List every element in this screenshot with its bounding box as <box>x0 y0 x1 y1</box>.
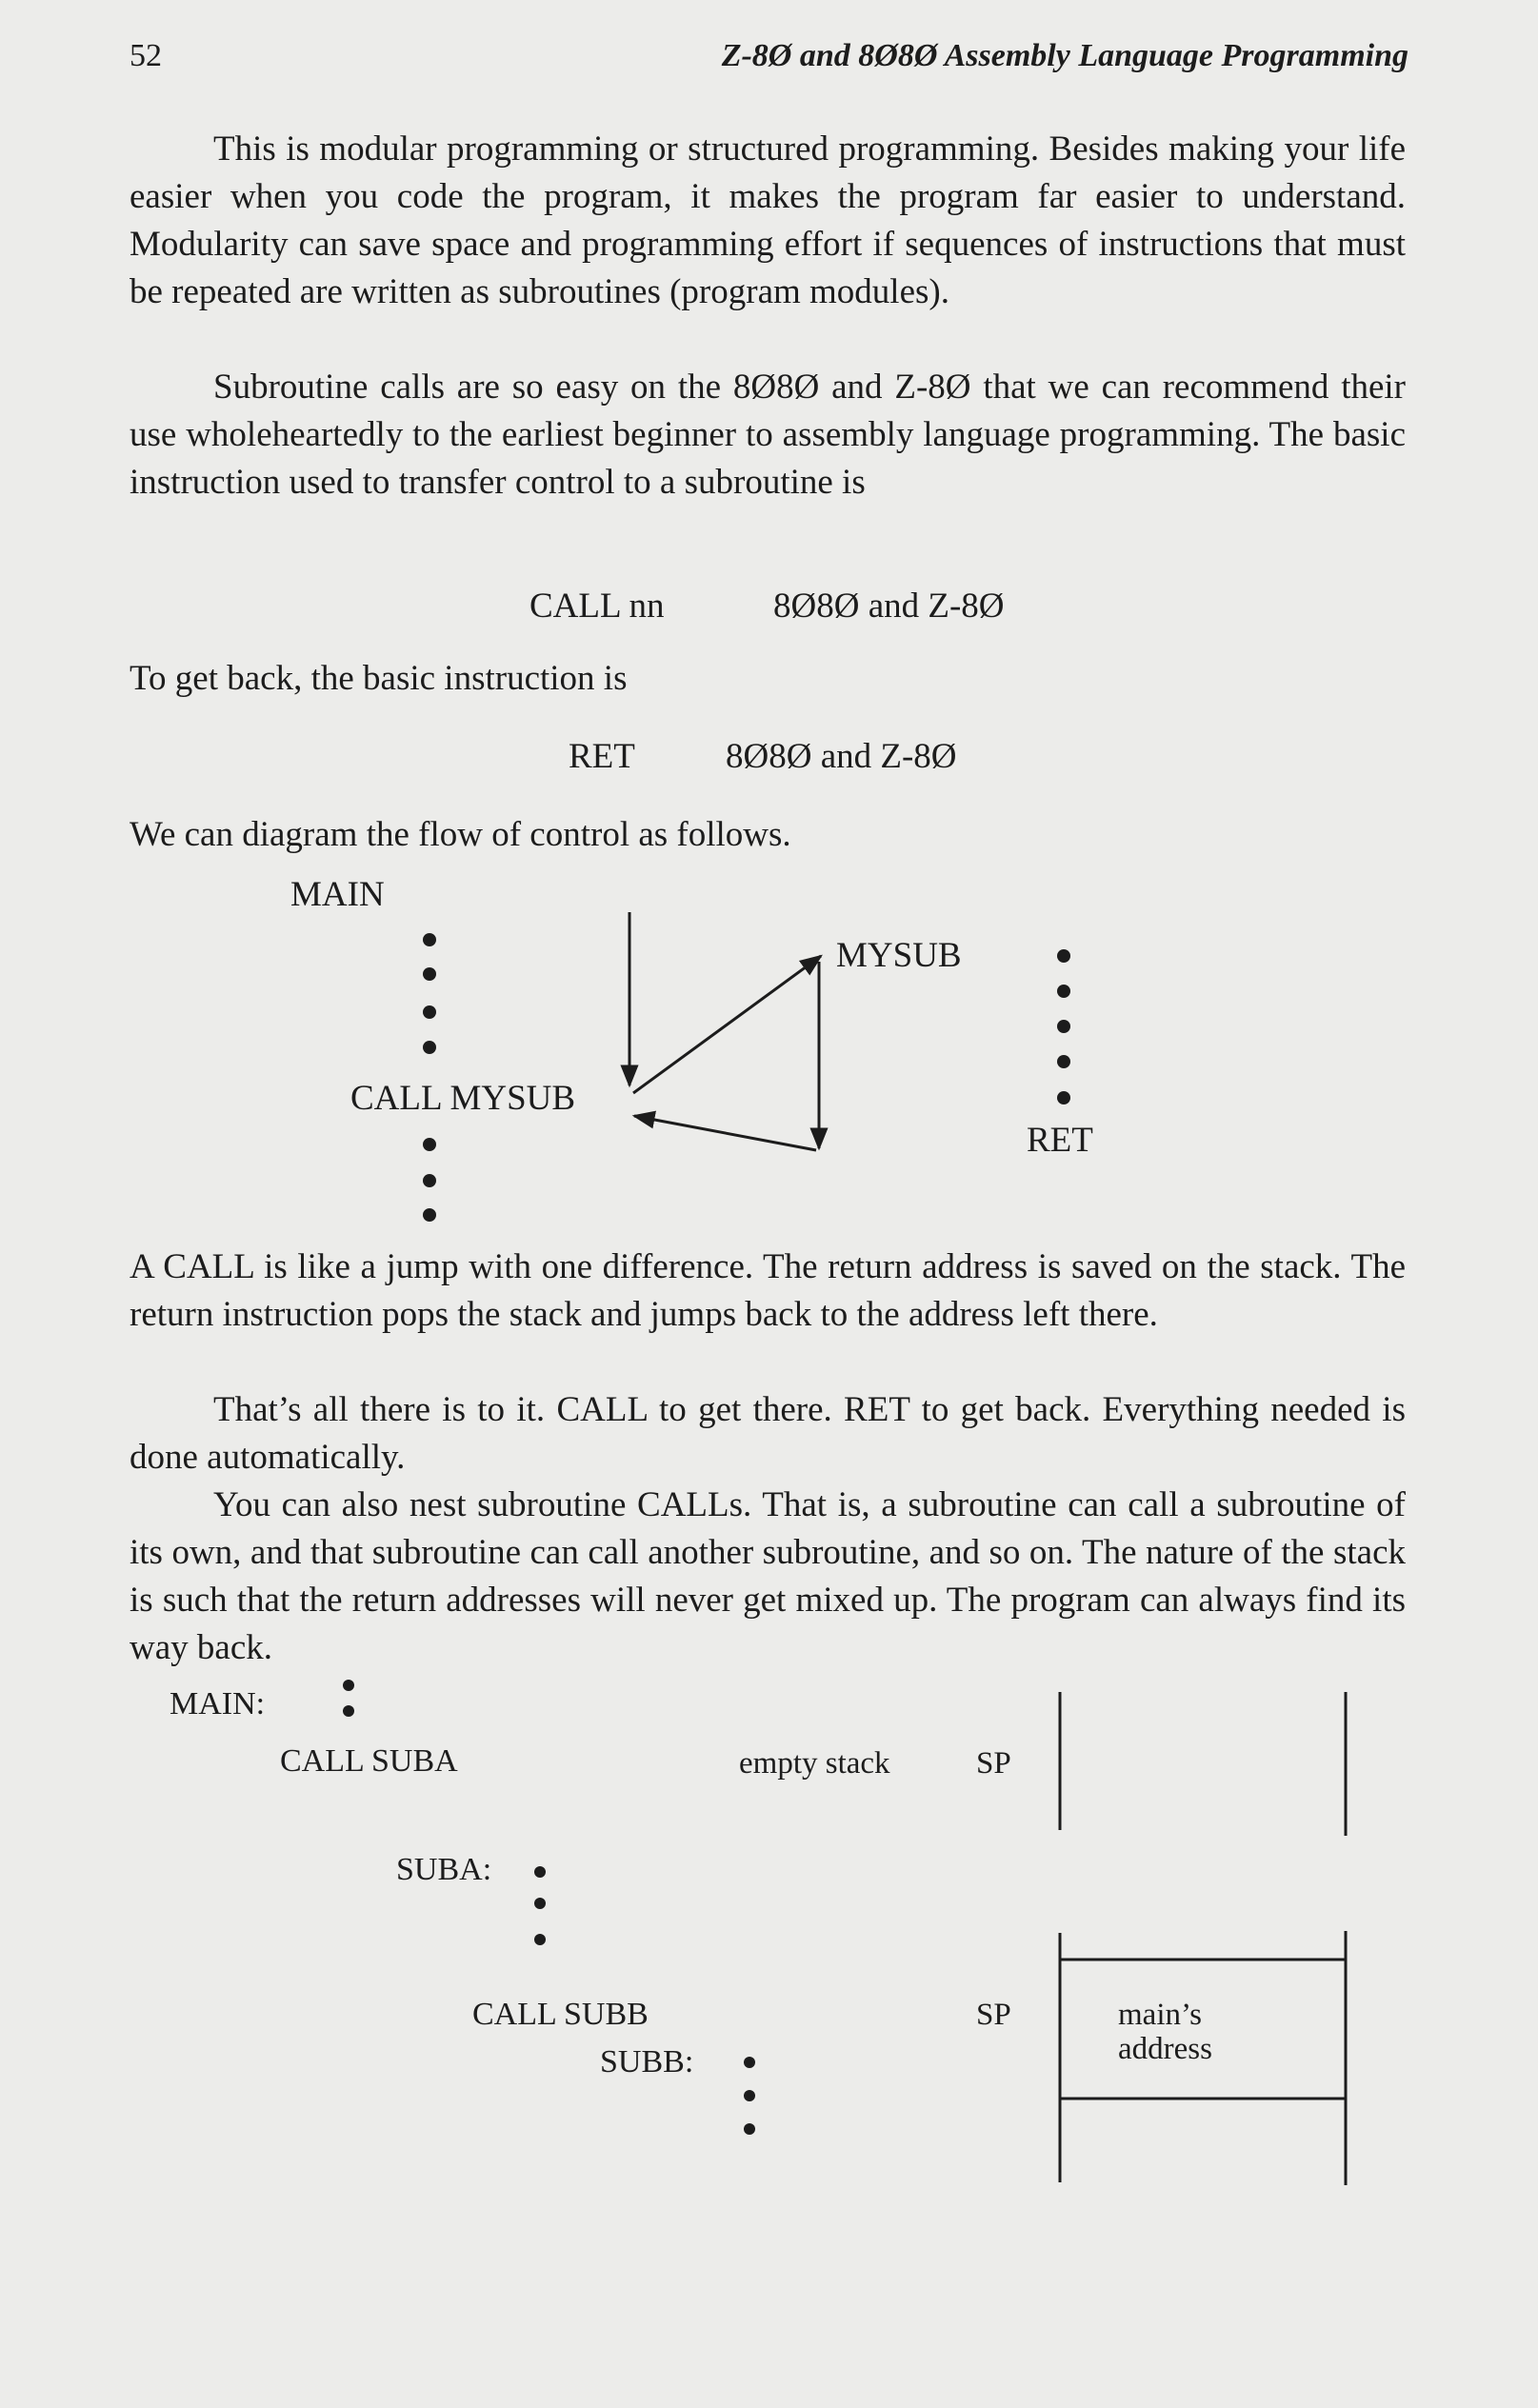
paragraph-diagram-intro <box>130 811 1406 859</box>
flow-arrows <box>629 912 821 1150</box>
nest-empty-stack-label: empty stack <box>739 1746 890 1781</box>
nest-subb-label: SUBB: <box>600 2044 694 2080</box>
ret-instruction-mnemonic: RET <box>569 737 635 776</box>
stack-entry-mains-address: main’s address <box>1118 1998 1212 2066</box>
paragraph-modular <box>130 126 1406 316</box>
paragraph-text: Subroutine calls are so easy on the 8Ø8Ø and Z-8Ø that we can recommend their use wholeheartedly to the earliest beginner to assembly language programming. The basic instruction used to transfer control to a subroutine is <box>130 368 1406 502</box>
running-title: Z-8Ø and 8Ø8Ø Assembly Language Programming <box>721 38 1408 73</box>
flow-mysub-label: MYSUB <box>836 936 962 975</box>
flow-call-label: CALL MYSUB <box>350 1079 576 1118</box>
nest-suba-label: SUBA: <box>396 1852 492 1887</box>
nest-call-suba: CALL SUBA <box>280 1743 458 1779</box>
flow-ret-label: RET <box>1027 1121 1093 1160</box>
call-instruction-mnemonic: CALL nn <box>529 587 665 626</box>
paragraph-call-like-jump <box>130 1244 1406 1339</box>
paragraph-get-back <box>130 655 1406 703</box>
paragraph-text: A CALL is like a jump with one difference. The return address is saved on the stack. The return instruction pops the stack and jumps back to the address left there. <box>130 1247 1406 1334</box>
nest-call-subb: CALL SUBB <box>472 1997 649 2032</box>
paragraph-text: We can diagram the flow of control as follows. <box>130 815 791 854</box>
page-header <box>130 38 1408 86</box>
paragraph-nesting <box>130 1482 1406 1672</box>
paragraph-text: You can also nest subroutine CALLs. That is, a subroutine can call a subroutine of its own, and that subroutine can call another subroutine, and so on. The nature of the stack is such that the return addresses will never get mixed up. The program can always find its way back. <box>130 1485 1406 1667</box>
ret-instruction-cpus: 8Ø8Ø and Z-8Ø <box>726 737 957 776</box>
flow-main-label: MAIN <box>290 875 385 914</box>
call-instruction-cpus: 8Ø8Ø and Z-8Ø <box>773 587 1005 626</box>
nest-sp-label-1: SP <box>976 1746 1011 1781</box>
nest-sp-label-2: SP <box>976 1998 1011 2032</box>
paragraph-text: That’s all there is to it. CALL to get there. RET to get back. Everything needed is done automatically. <box>130 1390 1406 1477</box>
nest-main-label: MAIN: <box>170 1686 266 1721</box>
page-number: 52 <box>130 38 162 73</box>
paragraph-text: This is modular programming or structured programming. Besides making your life easier when you code the program, it makes the program far easier to understand. Modularity can save space and programming effort if sequences of instructions that must be repeated are written as subroutines (program modules). <box>130 129 1406 311</box>
paragraph-thats-all <box>130 1386 1406 1482</box>
paragraph-subroutine-calls <box>130 364 1406 507</box>
empty-stack-box <box>1060 1692 1346 1836</box>
mysub-dots <box>1057 949 1070 1104</box>
paragraph-text: To get back, the basic instruction is <box>130 659 628 698</box>
